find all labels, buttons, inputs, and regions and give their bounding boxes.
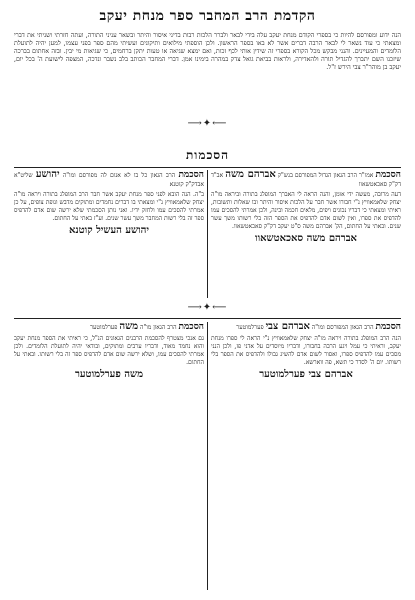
ornament-divider-middle: ⟵✦⟶ — [187, 302, 228, 313]
approbation-body: דעה מרובה, מעשה ידי אומן, והנה הראה לי האברך המופלג בתורה וביראה מו"ה יצחק שלאמאוויץ נ"י חבורו אשר חבר על הלכות איסור והיתר ובו שאלות ותשובות, ראיתי ומצאתי כי דבריו נכונים ויפים, מלאים חכמה ובינה, ולכן אמרתי להסכים עמו להדפיס את ספרו, ואין לשום אדם להדפיס את הספר הזה בלי רשותו משך עשר שנים. ובאתי על החתום, הק' אברהם משה ס"ט יעקב דק"ק סאכאטשאוו. — [211, 191, 401, 230]
haskamot-heading: הסכמות — [185, 148, 230, 162]
approbation-3 — [211, 322, 401, 590]
ornament-divider-top: ⟵✦⟶ — [187, 118, 228, 129]
approbation-signer: אברהם משה — [225, 170, 276, 180]
approbation-signature: אברהם צבי פערלמוטער — [259, 369, 353, 380]
approbation-signature: אברהם משה סאכאטשאוו — [255, 233, 357, 244]
approbation-signer-title: פערלמוטער — [90, 324, 118, 331]
approbation-body: הנה הרב המופלג בתורה ויראה מו"ה יצחק שלאמאוויץ נ"י הראה לי ספרו מנחת יעקב, וראיתי כי עמל ויגע הרבה בחבורו, ודבריו מיוסדים על אדני פז, ולכן הנני מסכים עמו להדפיס ספרו, ואסור לשום אדם להשיג גבולו ולהדפיס את הספר בלי רשותו. יום ה' לסדר כי תשא, פה ווארשא. — [211, 335, 401, 366]
column-divider — [207, 322, 208, 590]
approbation-signer: משה — [119, 322, 139, 332]
section-rule — [14, 318, 401, 319]
approbation-heading: הסכמת — [375, 322, 401, 332]
approbation-signer-title: פערלמוטער — [236, 324, 264, 331]
section-rule — [14, 167, 401, 168]
approbation-body: גם אנכי מצטרף להסכמת הרבנים הגאונים הנ"ל, כי ראיתי את הספר מנחת יעקב והוא נחמד מאוד, ודבריו ערבים ומתוקים, ובודאי יהיה לתועלת הלומדים. ולכן אמרתי להסכים עמו, ושלא ירשה שום אדם להדפיס ספר זה בלי רשותו. ובאתי על החתום. — [14, 335, 204, 366]
approbation-body: ב"ה. הנה הובא לפני ספר מנחת יעקב אשר חבר הרב המופלג בתורה ויראה מו"ה יצחק שלאמאוויץ נ"י ומצאתי בו דברים נחמדים ומתוקים מדבש ונופת צופים, על כן אמרתי להסכים עמו ולחזק ידיו. ואני נותן הסכמתי שלא ירשה שום אדם להדפיס ספר זה בלי רשות המחבר משך עשר שנים. וע"ז באתי על החתום. — [14, 191, 204, 222]
approbation-1 — [211, 170, 401, 298]
approbation-intro: הרב הגאון המפורסם ומו"ה — [311, 324, 374, 331]
approbation-heading: הסכמת — [178, 322, 204, 332]
approbation-intro: אמו"ר הרב הגאון הגדול המפורסם בנש"ק — [277, 172, 374, 179]
page-title: הקדמת הרב המחבר ספר מנחת יעקב — [99, 8, 316, 24]
approbation-signer-title: אב"ד דק"ק סאכאטשאוו — [211, 172, 401, 188]
approbation-intro: הרב הגאון כל בו לא אנום לה מפורסם ומו"ה — [62, 172, 176, 179]
approbation-signature: משה פערלמוטער — [74, 369, 144, 380]
column-divider — [207, 170, 208, 298]
approbation-heading: הסכמת — [375, 170, 401, 180]
approbation-intro: הרב הגאון מו"ה — [140, 324, 177, 331]
approbation-signer: יהושע — [35, 170, 60, 180]
approbation-2 — [14, 170, 204, 298]
approbation-4 — [14, 322, 204, 590]
approbation-signer: אברהם צבי — [265, 322, 310, 332]
introduction-text: הנה ידוע ומפורסם להיות כי בספרי הקודם מנחת יעקב עלה בידי לבאר ולברר הלכות רבות בדיני איסור והיתר ובשאר עניני התורה, ועתה חזרתי ושניתי את דברי ומצאתי כי עוד נשאר לי לבאר הרבה דברים אשר לא באו בספר הראשון. ולכן הוספתי מילואים ותיקונים ועשיתי מהם ספר בפני עצמו, למען יהיה לתועלת הלומדים והמעיינים. והנני מבקש מכל הקורא בספרי זה שידין אותי לכף זכות, ואם ימצא שגיאה או טעות יתקן ברחמים, כי שגיאות מי יבין. ובזה אחתום בברכה שיזכנו השם יתברך להגדיל תורה ולהאדירה, ולראות בביאת גואל צדק במהרה בימינו אמן. דברי המחבר הכותב בלב נשבר ונדכה, המצפה לישועת ה' בכל יום, יעקב בן מוהר"ר צבי הירש ז"ל. — [14, 32, 401, 72]
approbation-signature: יהושע העשיל קוטנא — [68, 225, 150, 236]
approbation-signer-title: שליט"א אבדק"ק קוטנא — [14, 172, 204, 188]
approbation-heading: הסכמת — [178, 170, 204, 180]
